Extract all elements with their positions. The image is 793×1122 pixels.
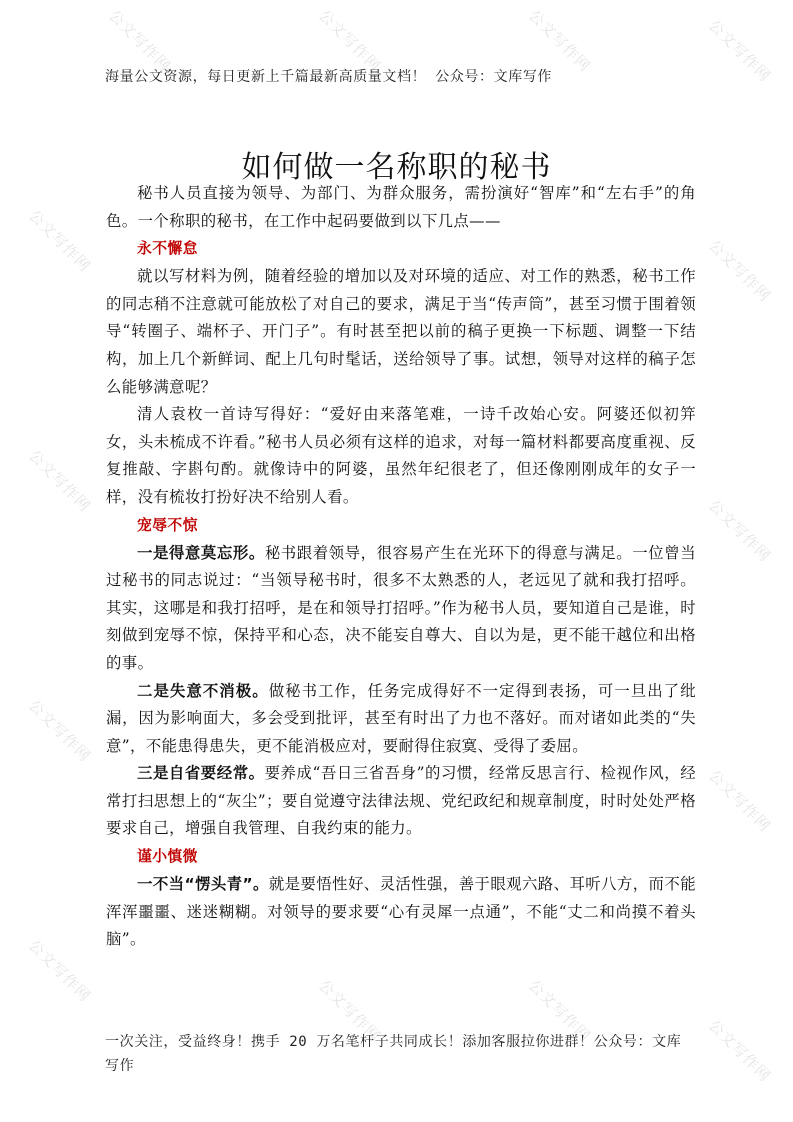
watermark: 公文写作网	[25, 936, 95, 1006]
watermark: 公文写作网	[105, 6, 175, 76]
paragraph-lead: 三是自省要经常。	[137, 764, 265, 783]
body-paragraph	[106, 401, 696, 511]
body-paragraph	[106, 760, 696, 843]
intro-paragraph: 秘书人员直接为领导、为部门、为群众服务，需扮演好“智库”和“左右手”的角色。一个称职的秘书，在工作中起码要做到以下几点——	[106, 184, 696, 230]
watermark: 公文写作网	[315, 976, 385, 1046]
body-paragraph	[106, 263, 696, 401]
footer-banner: 一次关注，受益终身！携手 20 万名笔杆子共同成长！添加客服拉你进群！公众号：文库写作	[105, 1034, 682, 1074]
paragraph-lead: 一是得意莫忘形。	[137, 543, 265, 562]
watermark: 公文写作网	[315, 6, 385, 76]
document-title: 如何做一名称职的秘书	[241, 150, 552, 185]
watermark: 公文写作网	[705, 766, 775, 836]
paragraph-text: 就以写材料为例，随着经验的增加以及对环境的适应、对工作的熟悉，秘书工作的同志稍不注意就可能放松了对自己的要求，满足于当“传声筒”，甚至习惯于围着领导“转圈子、端杯子、开门子”。有时甚至把以前的稿子更换一下标题、调整一下结构，加上几个新鲜词、配上几句时髦话，送给领导了事。试想，领导对这样的稿子怎么能够满意呢？	[106, 267, 696, 396]
paragraph-text: 秘书跟着领导，很容易产生在光环下的得意与满足。一位曾当过秘书的同志说过：“当领导秘书时，很多不太熟悉的人，老远见了就和我打招呼。其实，这哪是和我打招呼，是在和领导打招呼。”作为秘书人员，要知道自己是谁，时刻做到宠辱不惊，保持平和心态，决不能妄自尊大、自以为是，更不能干越位和出格的事。	[106, 543, 696, 672]
header-banner: 海量公文资源，每日更新上千篇最新高质量文档！ 公众号：文库写作	[105, 69, 553, 85]
paragraph-text: 做秘书工作，任务完成得好不一定得到表扬，可一旦出了纰漏，因为影响面大，多会受到批评，甚至有时出了力也不落好。而对诸如此类的“失意”，不能患得患失，更不能消极应对，要耐得住寂寞、受得了委屈。	[106, 681, 696, 755]
section-heading-3: 谨小慎微	[137, 848, 198, 866]
body-paragraph	[106, 540, 696, 678]
watermark: 公文写作网	[25, 696, 95, 766]
watermark: 公文写作网	[25, 446, 95, 516]
body-paragraph	[106, 871, 696, 954]
watermark: 公文写作网	[525, 6, 595, 76]
paragraph-lead: 二是失意不消极。	[137, 681, 269, 700]
section-heading-2: 宠辱不惊	[137, 516, 198, 534]
watermark: 公文写作网	[25, 206, 95, 276]
watermark: 公文写作网	[705, 1016, 775, 1086]
watermark: 公文写作网	[705, 16, 775, 86]
paragraph-text: 就是要悟性好、灵活性强，善于眼观六路、耳听八方，而不能浑浑噩噩、迷迷糊糊。对领导的要求要“心有灵犀一点通”，不能“丈二和尚摸不着头脑”。	[106, 875, 696, 949]
watermark: 公文写作网	[525, 976, 595, 1046]
paragraph-text: 清人袁枚一首诗写得好：“爱好由来落笔难，一诗千改始心安。阿婆还似初笄女，头未梳成不许看。”秘书人员必须有这样的追求，对每一篇材料都要高度重视、反复推敲、字斟句酌。就像诗中的阿婆，虽然年纪很老了，但还像刚刚成年的女子一样，没有梳妆打扮好决不给别人看。	[106, 405, 696, 506]
document-body	[106, 180, 696, 954]
paragraph-text: 要养成“吾日三省吾身”的习惯，经常反思言行、检视作风，经常打扫思想上的“灰尘”；要自觉遵守法律法规、党纪政纪和规章制度，时时处处严格要求自己，增强自我管理、自我约束的能力。	[106, 764, 697, 838]
watermark: 公文写作网	[705, 236, 775, 306]
body-paragraph	[106, 678, 696, 761]
section-heading-1: 永不懈怠	[137, 240, 198, 258]
paragraph-lead: 一不当“愣头青”。	[137, 875, 269, 894]
watermark: 公文写作网	[705, 496, 775, 566]
